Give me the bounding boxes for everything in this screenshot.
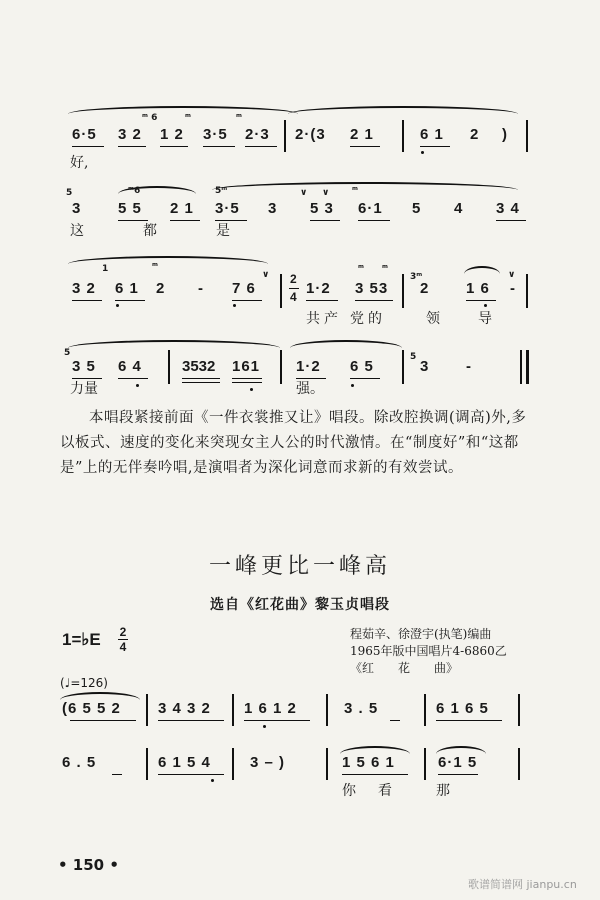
credit-arranger: 程茹辛、徐澄宇(执笔)编曲 xyxy=(350,627,492,641)
credit-source: 《红 花 曲》 xyxy=(350,661,459,675)
underline xyxy=(306,300,338,301)
lyric: 领 xyxy=(426,311,440,327)
ornament-mark: 3ᵐ xyxy=(410,272,423,282)
note: 1·2 xyxy=(296,358,321,375)
octave-dot xyxy=(263,725,266,728)
slur xyxy=(436,746,486,754)
note: 3 4 3 2 xyxy=(158,700,211,717)
score-system-3 xyxy=(0,250,600,330)
ornament-mark: ᵐ xyxy=(185,113,191,123)
octave-dot xyxy=(233,304,236,307)
underline xyxy=(203,146,235,147)
barline xyxy=(168,350,170,384)
underline xyxy=(358,220,390,221)
ornament-mark: ∨ xyxy=(300,188,308,198)
note: - xyxy=(466,358,472,375)
note: 3 xyxy=(420,358,430,375)
underline xyxy=(350,146,380,147)
underline xyxy=(72,146,104,147)
ornament-mark: ∨ xyxy=(508,270,516,280)
lyric: 强。 xyxy=(296,381,324,397)
octave-dot xyxy=(484,304,487,307)
underline xyxy=(244,720,310,721)
ornament-mark: ᵐ xyxy=(358,264,364,274)
note: 2·(3 xyxy=(295,126,326,143)
barline xyxy=(402,350,404,384)
underline xyxy=(438,774,478,775)
slur xyxy=(68,256,268,264)
barline xyxy=(518,748,520,780)
note: 6 . 5 xyxy=(62,754,97,771)
note: 6 1 xyxy=(420,126,444,143)
lyric: 共产 xyxy=(306,311,342,327)
note: 6 5 xyxy=(350,358,374,375)
note: 3 xyxy=(72,200,82,217)
score-line-1 xyxy=(0,692,600,742)
note: 3 53 xyxy=(355,280,389,297)
score-system-1 xyxy=(0,100,600,170)
time-signature-line xyxy=(289,288,299,289)
note: (6 5 5 2 xyxy=(62,700,121,717)
lyric: 这 xyxy=(70,223,84,239)
note: - xyxy=(198,280,204,297)
note: 5 xyxy=(412,200,422,217)
note: 3 2 xyxy=(72,280,96,297)
barline xyxy=(424,748,426,780)
underline xyxy=(112,774,122,775)
octave-dot xyxy=(421,151,424,154)
slur xyxy=(340,746,410,754)
barline xyxy=(284,120,286,152)
slur xyxy=(68,340,280,348)
barline xyxy=(518,694,520,726)
ornament-mark: ᵐ6 xyxy=(128,186,141,196)
piece-title: 一峰更比一峰高 xyxy=(208,554,391,579)
slur xyxy=(288,106,518,114)
slur xyxy=(290,340,402,348)
note: 6·1 5 xyxy=(438,754,478,771)
score-line-2 xyxy=(0,742,600,812)
note: 4 xyxy=(454,200,464,217)
barline xyxy=(402,274,404,308)
underline xyxy=(390,720,400,721)
underline xyxy=(118,146,146,147)
barline xyxy=(424,694,426,726)
barline xyxy=(232,748,234,780)
ornament-mark: 1 xyxy=(102,264,109,274)
note: 3 4 xyxy=(496,200,520,217)
note: 2 xyxy=(156,280,166,297)
note: 3 . 5 xyxy=(344,700,379,717)
underline xyxy=(118,378,148,379)
barline xyxy=(146,748,148,780)
note: 3 5 xyxy=(72,358,96,375)
underline xyxy=(160,146,188,147)
underline xyxy=(182,382,220,383)
lyric: 看 xyxy=(378,783,392,799)
barline xyxy=(526,274,528,308)
piece-subtitle: 选自《红花曲》黎玉贞唱段 xyxy=(210,597,390,613)
lyric: 好, xyxy=(70,155,89,171)
tempo-mark: (♩=126) xyxy=(60,676,108,690)
barline xyxy=(526,120,528,152)
note: 7 6 xyxy=(232,280,256,297)
watermark: 歌谱简谱网 jianpu.cn xyxy=(468,878,577,891)
slur xyxy=(60,692,140,700)
note: 3 2 xyxy=(118,126,142,143)
underline xyxy=(355,300,393,301)
underline xyxy=(115,300,145,301)
ornament-mark: 5 xyxy=(64,348,71,358)
time-signature-bottom: 4 xyxy=(119,640,127,654)
note: 5 5 xyxy=(118,200,142,217)
score-system-4 xyxy=(0,336,600,406)
octave-dot xyxy=(250,388,253,391)
note: 1 5 6 1 xyxy=(342,754,395,771)
note: 3532 xyxy=(182,358,216,375)
note: 3 – ) xyxy=(250,754,286,771)
note: 161 xyxy=(232,358,261,375)
note: 6·1 xyxy=(358,200,383,217)
underline xyxy=(232,300,262,301)
barline xyxy=(232,694,234,726)
lyric: 党的 xyxy=(350,311,386,327)
lyric: 力量 xyxy=(70,381,98,397)
note: 2 1 xyxy=(350,126,374,143)
octave-dot xyxy=(211,779,214,782)
credit-record: 1965年版中国唱片4-6860乙 xyxy=(350,644,507,658)
note: ) xyxy=(502,126,508,143)
barline xyxy=(326,694,328,726)
note: 2 xyxy=(470,126,480,143)
underline xyxy=(232,378,262,379)
ornament-mark: ᵐ 6 xyxy=(142,113,158,123)
slur xyxy=(464,266,500,274)
barline xyxy=(326,748,328,780)
lyric: 导 xyxy=(478,311,492,327)
note: 1 2 xyxy=(160,126,184,143)
time-signature-bottom: 4 xyxy=(290,290,298,304)
underline xyxy=(350,378,380,379)
underline xyxy=(70,720,136,721)
page-number: • 150 • xyxy=(58,856,119,874)
barline xyxy=(280,350,282,384)
underline xyxy=(72,300,102,301)
underline xyxy=(245,146,277,147)
underline xyxy=(436,720,502,721)
underline xyxy=(310,220,340,221)
underline xyxy=(342,774,408,775)
note: 5 3 xyxy=(310,200,334,217)
ornament-mark: ᵐ xyxy=(352,186,358,196)
barline xyxy=(146,694,148,726)
underline xyxy=(466,300,496,301)
note: 1·2 xyxy=(306,280,331,297)
note: 2 1 xyxy=(170,200,194,217)
lyric: 那 xyxy=(436,783,450,799)
ornament-mark: ᵐ xyxy=(382,264,388,274)
underline xyxy=(170,220,200,221)
ornament-mark: 5 xyxy=(410,352,417,362)
barline xyxy=(526,350,529,384)
ornament-mark: 5 xyxy=(66,188,73,198)
slur xyxy=(68,106,298,114)
underline xyxy=(158,774,224,775)
ornament-mark: ∨ xyxy=(322,188,330,198)
lyric: 你 xyxy=(342,783,356,799)
lyric: 是 xyxy=(216,223,230,239)
ornament-mark: 5ᵐ xyxy=(215,186,228,196)
octave-dot xyxy=(136,384,139,387)
note: 3·5 xyxy=(215,200,240,217)
note: 1 6 1 2 xyxy=(244,700,297,717)
barline xyxy=(280,274,282,308)
note: 1 6 xyxy=(466,280,490,297)
score-system-2 xyxy=(0,172,600,242)
note: 6 1 5 4 xyxy=(158,754,211,771)
note: 3 xyxy=(268,200,278,217)
time-signature-top: 2 xyxy=(290,272,298,286)
commentary-paragraph: 本唱段紧接前面《一件衣裳推又让》唱段。除改腔换调(调高)外,多以板式、速度的变化来突现女主人公的时代激情。在“制度好”和“这都是”上的无伴奏吟唱,是演唱者为深化词意而求新的有效尝试。 xyxy=(60,410,527,476)
ornament-mark: ᵐ xyxy=(236,113,242,123)
note: 2·3 xyxy=(245,126,270,143)
barline xyxy=(402,120,404,152)
note: 6 4 xyxy=(118,358,142,375)
octave-dot xyxy=(351,384,354,387)
octave-dot xyxy=(116,304,119,307)
underline xyxy=(182,378,220,379)
ornament-mark: ᵐ xyxy=(152,262,158,272)
underline xyxy=(420,146,450,147)
underline xyxy=(232,382,262,383)
slur xyxy=(212,182,518,190)
time-signature-top: 2 xyxy=(119,625,127,639)
lyric: 都 xyxy=(143,223,157,239)
note: 6·5 xyxy=(72,126,97,143)
note: - xyxy=(510,280,516,297)
note: 3·5 xyxy=(203,126,228,143)
underline xyxy=(158,720,224,721)
note: 6 1 6 5 xyxy=(436,700,489,717)
ornament-mark: ∨ xyxy=(262,270,270,280)
credits xyxy=(350,626,507,677)
barline xyxy=(520,350,522,384)
underline xyxy=(496,220,526,221)
key-signature: 1=♭E xyxy=(62,630,101,649)
note: 2 xyxy=(420,280,430,297)
note: 6 1 xyxy=(115,280,139,297)
time-signature xyxy=(118,626,128,653)
